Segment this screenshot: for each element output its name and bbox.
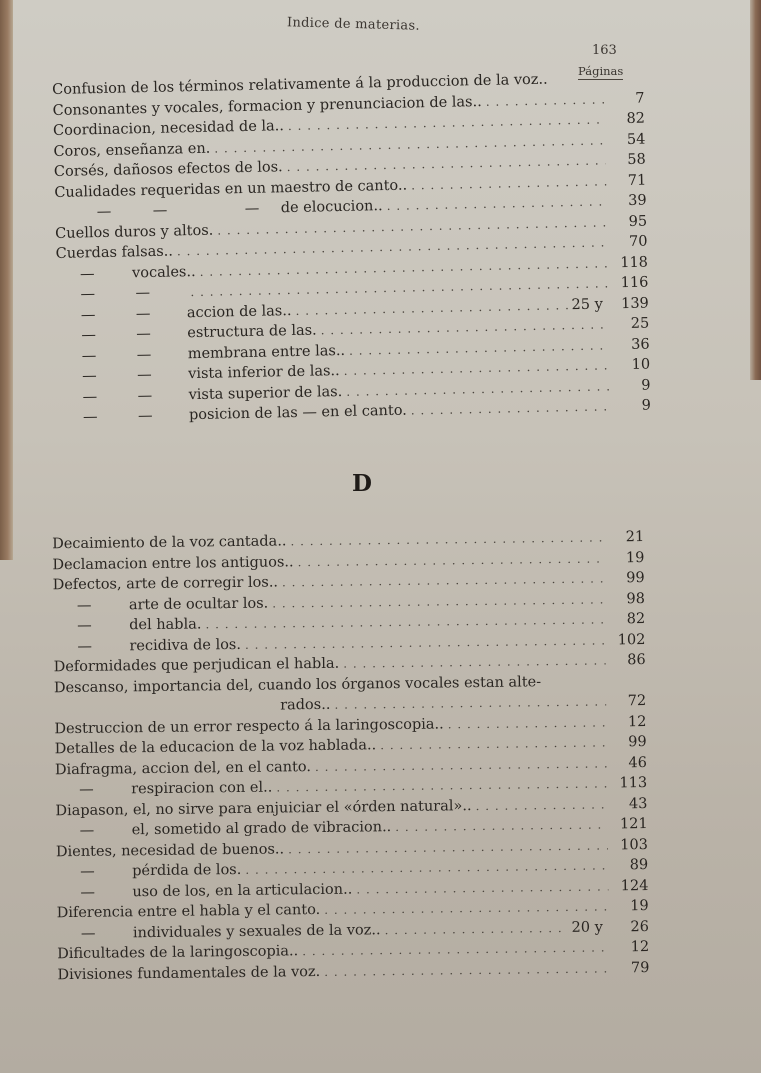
- ditto-dash: —: [82, 409, 98, 426]
- entry-page-number: 10: [631, 356, 651, 373]
- entry-label: Defectos, arte de corregir los..: [52, 574, 279, 594]
- entry-label: arte de ocultar los.: [128, 595, 269, 613]
- entry-page-number: 12: [627, 713, 647, 730]
- entry-page-number: 36: [631, 336, 650, 353]
- entry-label: Corsés, dañosos efectos de los.: [53, 159, 283, 180]
- entry-page-number: 12: [630, 938, 650, 956]
- entry-page-number: 82: [626, 610, 646, 628]
- entry-page-number: 25: [630, 315, 650, 332]
- ditto-dash: —: [82, 368, 97, 385]
- entry-label: estructura de las.: [187, 322, 317, 342]
- entry-page-number: 19: [630, 897, 649, 915]
- entry-page-number: 7: [635, 90, 645, 107]
- ditto-dash: —: [96, 203, 112, 221]
- entry-page-number: 79: [630, 959, 650, 976]
- entry-page-number: 21: [625, 528, 645, 546]
- index-section-d: [52, 527, 649, 985]
- dot-leader: [380, 732, 607, 755]
- index-section-c: [52, 68, 651, 429]
- entry-label: Detalles de la educacion de la voz hablada..: [54, 737, 377, 758]
- entry-page-number: 71: [627, 172, 647, 189]
- entry-label: pérdida de los.: [132, 861, 242, 880]
- entry-label: del habla.: [129, 616, 202, 634]
- entry-page-number: 124: [620, 877, 649, 894]
- entry-page-number: 116: [620, 274, 649, 292]
- column-label-paginas: Páginas: [578, 64, 624, 78]
- page-number: 163: [592, 43, 617, 58]
- entry-label: vista inferior de las..: [188, 363, 340, 383]
- dot-leader: [552, 82, 604, 83]
- entry-label: Divisiones fundamentales de la voz.: [57, 963, 321, 983]
- dot-leader: [545, 685, 606, 686]
- ditto-dash: —: [135, 305, 151, 322]
- entry-page-number: 113: [619, 774, 648, 792]
- entry-page-number: 26: [630, 918, 649, 935]
- ditto-dash: —: [79, 265, 95, 282]
- dot-leader: [411, 396, 612, 421]
- entry-label: respiracion con el..: [131, 779, 273, 798]
- ditto-dash: —: [81, 347, 97, 364]
- ditto-dash: —: [80, 286, 96, 303]
- entry-page-number: 95: [628, 213, 648, 230]
- entry-page-number: 98: [626, 590, 645, 607]
- dot-leader: [486, 89, 605, 112]
- ditto-dash: —: [137, 366, 152, 384]
- entry-label: Decaimiento de la voz cantada..: [52, 533, 287, 553]
- entry-label: Diferencia entre el habla y el canto.: [56, 901, 321, 922]
- entry-label: Diafragma, accion del, en el canto.: [54, 758, 312, 778]
- section-letter-d: D: [352, 470, 372, 497]
- entry-label: el, sometido al grado de vibracion..: [131, 819, 392, 839]
- ditto-dash: —: [137, 387, 153, 404]
- entry-label: Descanso, importancia del, cuando los órganos vocales estan alte-: [53, 673, 542, 696]
- ditto-dash: —: [136, 346, 152, 363]
- running-head: Indice de materias.: [286, 15, 421, 34]
- entry-label: Destruccion de un error respecto á la laringoscopia..: [54, 715, 444, 737]
- entry-page-number: 86: [627, 651, 646, 669]
- ditto-dash: —: [79, 781, 94, 798]
- entry-page-number: 99: [628, 733, 647, 751]
- ditto-dash: —: [80, 884, 96, 901]
- entry-label: Deformidades que perjudican el habla.: [53, 655, 340, 676]
- dot-leader: [448, 712, 607, 734]
- entry-label: Dificultades de la laringoscopia..: [57, 943, 299, 963]
- entry-label: Cualidades requeridas en un maestro de canto..: [54, 177, 408, 201]
- entry-page-number: 89: [629, 856, 649, 874]
- ditto-dash: —: [136, 325, 152, 343]
- ditto-dash: —: [80, 863, 95, 880]
- entry-extra-page: 25 y: [571, 296, 603, 313]
- ditto-dash: —: [76, 597, 92, 614]
- ditto-dash: —: [79, 822, 95, 839]
- entry-label: Coordinacion, necesidad de la..: [52, 118, 285, 139]
- entry-label: vocales..: [131, 263, 196, 281]
- ditto-dash: —: [244, 200, 260, 217]
- entry-page-number: 139: [620, 295, 649, 312]
- entry-page-number: 82: [626, 110, 646, 127]
- dot-leader: [475, 794, 607, 816]
- entry-label: uso de los, en la articulacion..: [132, 881, 353, 900]
- entry-label: vista superior de las.: [188, 383, 343, 403]
- entry-page-number: [608, 82, 644, 83]
- entry-label: accion de las..: [186, 302, 292, 321]
- entry-label: Cuellos duros y altos.: [55, 222, 214, 242]
- entry-label: Declamacion entre los antiguos..: [52, 553, 294, 573]
- entry-label: posicion de las — en el canto.: [188, 402, 407, 424]
- entry-page-number: 58: [627, 151, 646, 168]
- entry-page-number: 103: [620, 836, 648, 853]
- entry-page-number: 9: [641, 397, 652, 414]
- entry-label: Diapason, el, no sirve para enjuiciar el «órden natural»..: [55, 797, 472, 819]
- ditto-dash: —: [152, 202, 168, 219]
- entry-page-number: 121: [619, 815, 648, 833]
- entry-page-number: 43: [628, 795, 648, 812]
- ditto-dash: —: [77, 617, 92, 634]
- dot-leader: [384, 917, 567, 940]
- dot-leader: [324, 958, 609, 982]
- entry-page-number: 9: [641, 377, 651, 394]
- dot-leader: [395, 814, 608, 837]
- entry-label: Coros, enseñanza en.: [53, 140, 211, 160]
- entry-label: recidiva de los.: [129, 636, 242, 654]
- ditto-dash: —: [81, 327, 97, 344]
- ditto-dash: —: [80, 306, 96, 323]
- entry-label: Dientes, necesidad de buenos..: [55, 840, 285, 860]
- entry-page-number: 118: [620, 254, 649, 271]
- ditto-dash: —: [135, 284, 151, 302]
- entry-label: individuales y sexuales de la voz..: [132, 921, 381, 941]
- ditto-dash: —: [137, 407, 153, 425]
- entry-page-number: 102: [617, 631, 646, 648]
- entry-label: membrana entre las..: [187, 342, 346, 362]
- entry-page-number: 46: [628, 754, 647, 771]
- entry-page-number: 72: [627, 692, 647, 710]
- entry-label: rados..: [280, 696, 331, 714]
- entry-label: Confusion de los términos relativamente á la produccion de la voz..: [52, 71, 548, 98]
- entry-extra-page: 20 y: [571, 919, 603, 936]
- entry-label: Cuerdas falsas..: [55, 243, 174, 262]
- ditto-dash: —: [80, 925, 96, 942]
- ditto-dash: —: [82, 388, 98, 405]
- entry-page-number: 54: [626, 131, 646, 148]
- entry-label: Consonantes y vocales, formacion y prenunciacion de las..: [52, 93, 482, 119]
- entry-page-number: 70: [628, 233, 648, 250]
- entry-label: de elocucion..: [280, 198, 383, 217]
- entry-page-number: 99: [626, 569, 645, 587]
- entry-page-number: 39: [628, 192, 647, 209]
- entry-page-number: 19: [625, 549, 645, 566]
- ditto-dash: —: [77, 638, 93, 655]
